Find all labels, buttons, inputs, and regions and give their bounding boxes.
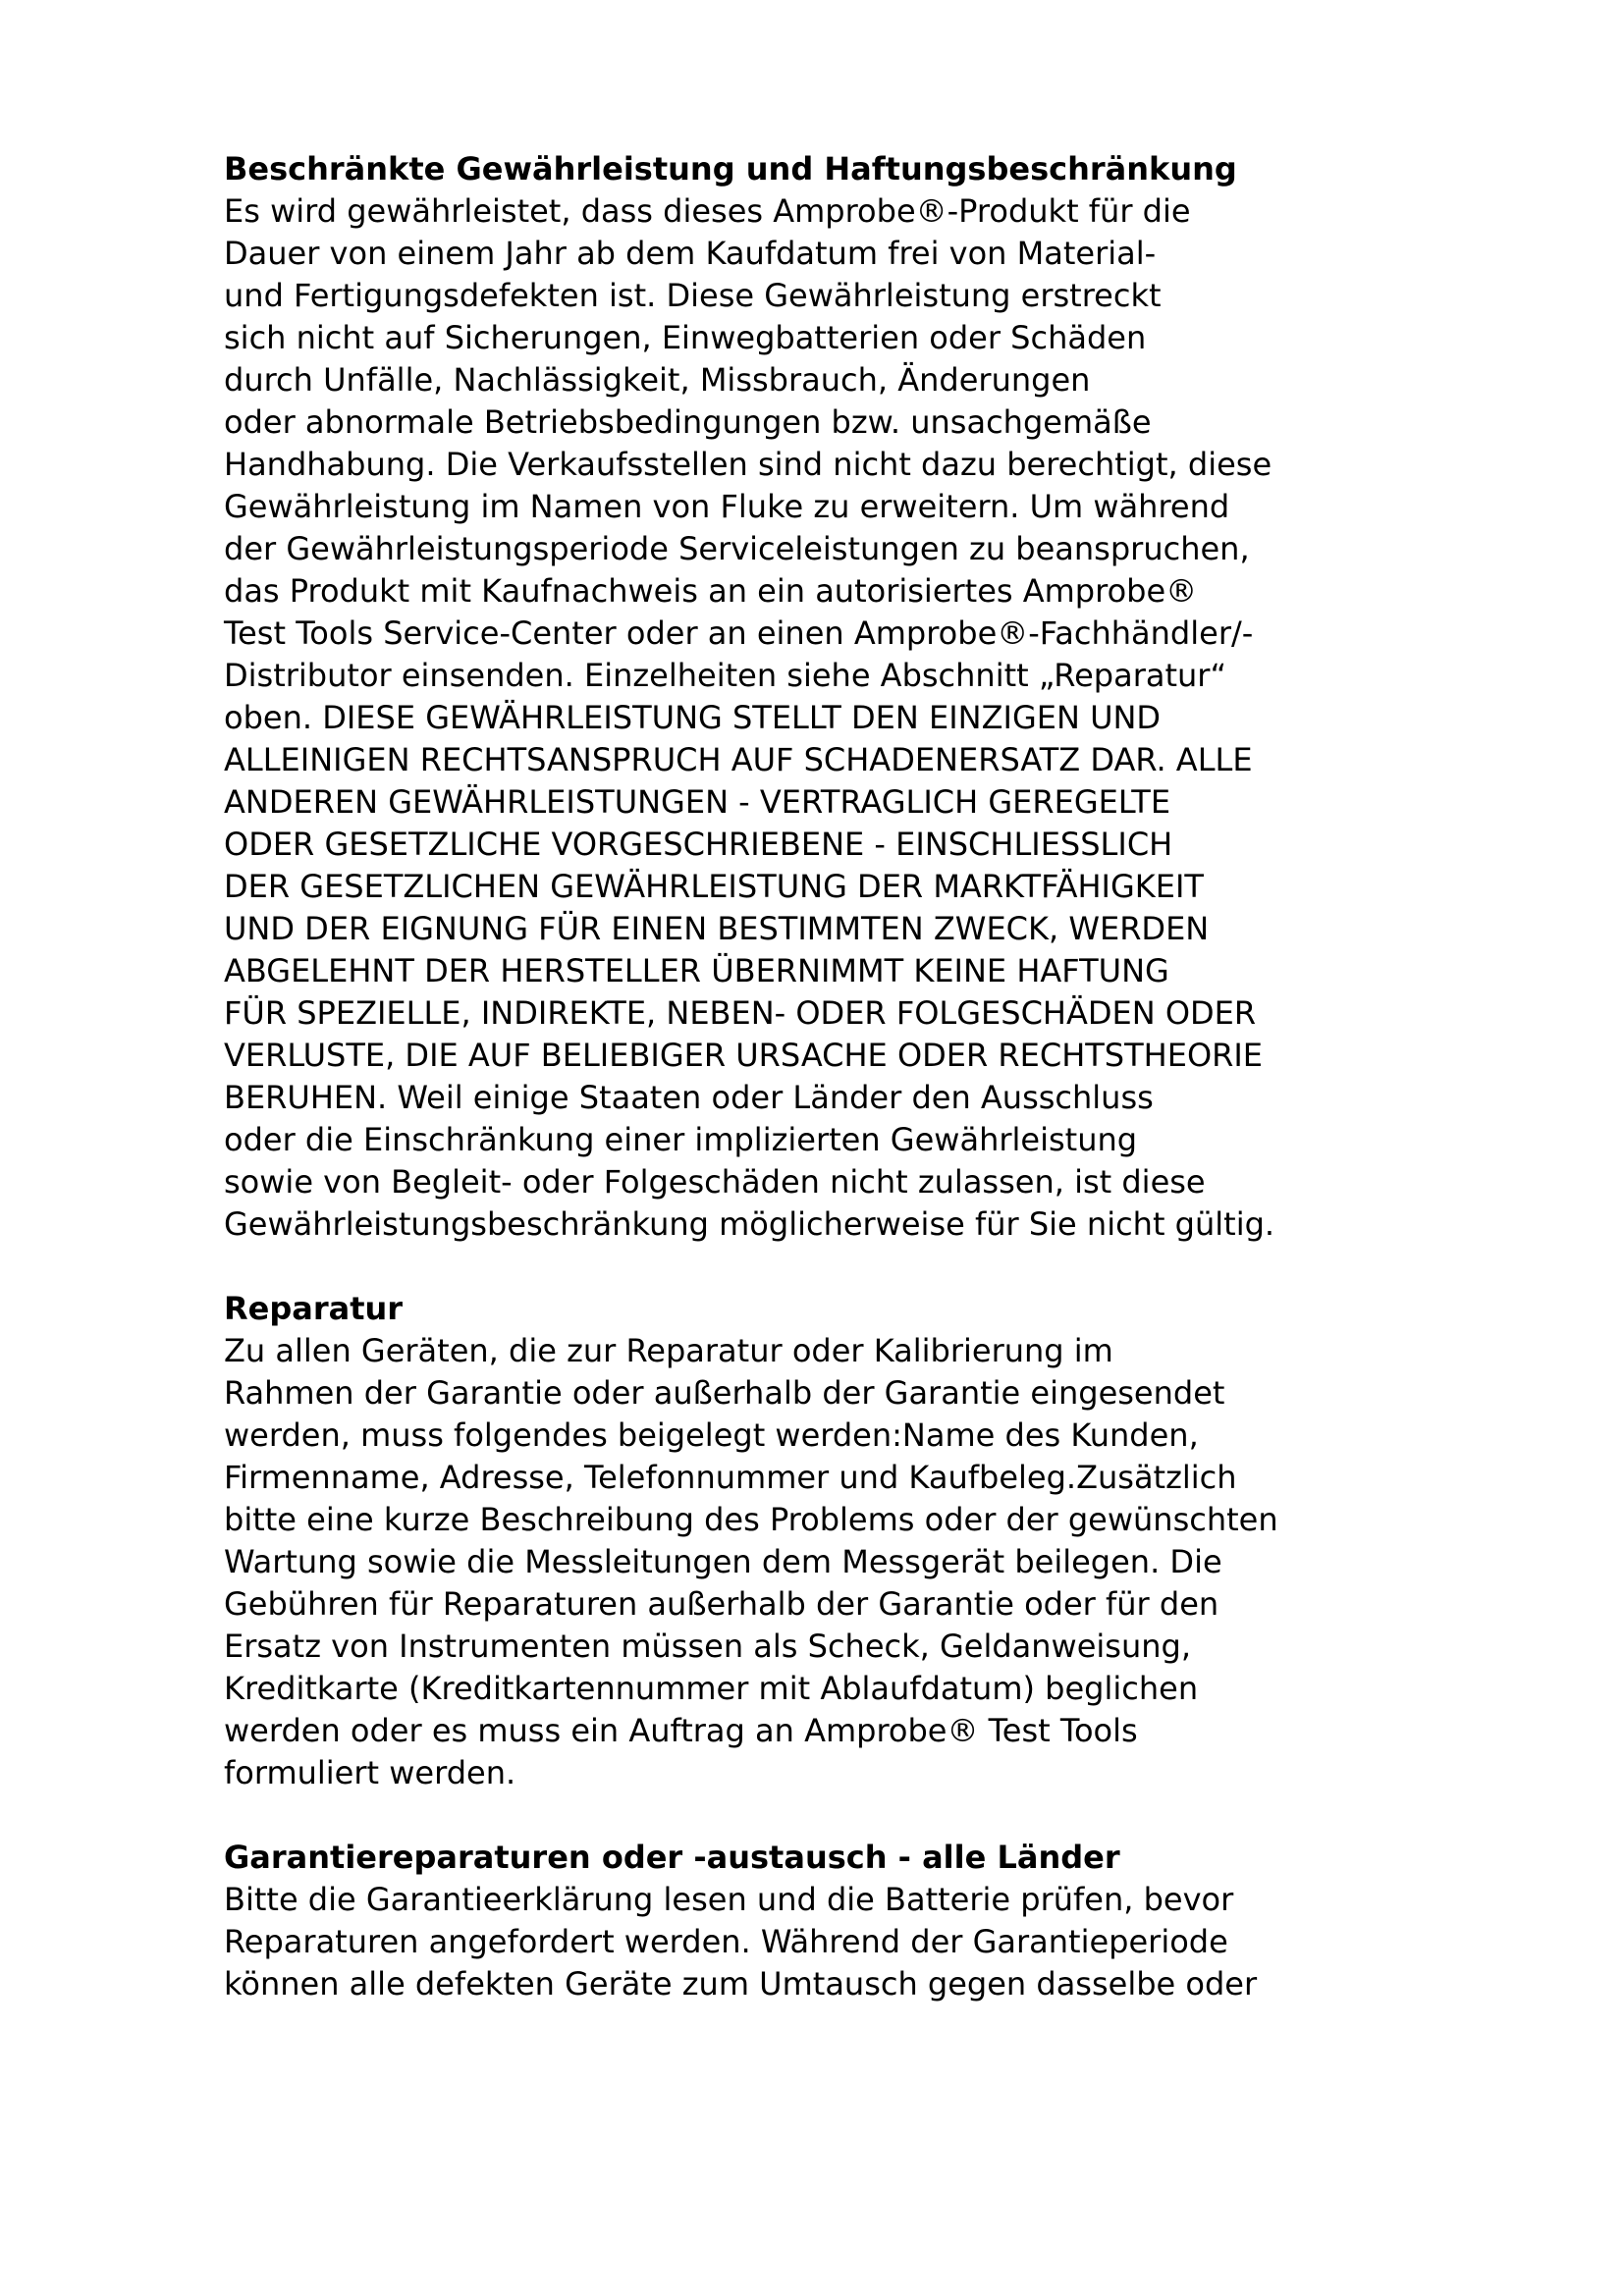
section-heading: Reparatur [224,1290,404,1327]
text-line: Distributor einsenden. Einzelheiten siehe Abschnitt „Reparatur“ [224,657,1227,694]
text-line: DER GESETZLICHEN GEWÄHRLEISTUNG DER MARKTFÄHIGKEIT [224,868,1204,905]
text-line: Reparaturen angefordert werden. Während der Garantieperiode [224,1923,1228,1960]
text-line: Gewährleistung im Namen von Fluke zu erweitern. Um während [224,488,1230,525]
section-heading: Beschränkte Gewährleistung und Haftungsbeschränkung [224,150,1237,187]
section-limited-warranty [224,147,1402,1246]
text-line: VERLUSTE, DIE AUF BELIEBIGER URSACHE ODER RECHTSTHEORIE [224,1037,1264,1074]
text-line: Gewährleistungsbeschränkung möglicherweise für Sie nicht gültig. [224,1205,1275,1243]
text-line: formuliert werden. [224,1754,516,1791]
text-line: Handhabung. Die Verkaufsstellen sind nicht dazu berechtigt, diese [224,446,1272,483]
text-line: ALLEINIGEN RECHTSANSPRUCH AUF SCHADENERSATZ DAR. ALLE [224,741,1253,778]
text-line: Test Tools Service-Center oder an einen Amprobe®-Fachhändler/- [224,614,1254,652]
text-line: ODER GESETZLICHE VORGESCHRIEBENE - EINSCHLIESSLICH [224,826,1173,863]
text-line: UND DER EIGNUNG FÜR EINEN BESTIMMTEN ZWECK, WERDEN [224,910,1210,947]
text-line: Dauer von einem Jahr ab dem Kaufdatum frei von Material- [224,235,1157,272]
text-line: Ersatz von Instrumenten müssen als Scheck, Geldanweisung, [224,1628,1192,1665]
text-line: Rahmen der Garantie oder außerhalb der Garantie eingesendet [224,1374,1225,1412]
text-line: BERUHEN. Weil einige Staaten oder Länder den Ausschluss [224,1079,1154,1116]
text-line: Wartung sowie die Messleitungen dem Messgerät beilegen. Die [224,1543,1222,1580]
text-line: Kreditkarte (Kreditkartennummer mit Ablaufdatum) beglichen [224,1670,1199,1707]
text-line: werden, muss folgendes beigelegt werden:Name des Kunden, [224,1416,1199,1454]
text-line: der Gewährleistungsperiode Serviceleistungen zu beanspruchen, [224,530,1250,567]
text-line: werden oder es muss ein Auftrag an Amprobe® Test Tools [224,1712,1138,1749]
text-line: das Produkt mit Kaufnachweis an ein autorisiertes Amprobe® [224,572,1198,610]
text-line: Zu allen Geräten, die zur Reparatur oder Kalibrierung im [224,1332,1113,1369]
section-body [224,1330,1402,1794]
document-page [224,147,1402,2005]
section-heading: Garantiereparaturen oder -austausch - alle Länder [224,1839,1120,1876]
section-body [224,190,1402,1246]
text-line: Gebühren für Reparaturen außerhalb der Garantie oder für den [224,1585,1219,1623]
text-line: bitte eine kurze Beschreibung des Problems oder der gewünschten [224,1501,1278,1538]
text-line: und Fertigungsdefekten ist. Diese Gewährleistung erstreckt [224,277,1162,314]
text-line: sowie von Begleit- oder Folgeschäden nicht zulassen, ist diese [224,1163,1206,1201]
text-line: ANDEREN GEWÄHRLEISTUNGEN - VERTRAGLICH GEREGELTE [224,783,1171,821]
section-warranty-repairs [224,1836,1402,2005]
text-line: FÜR SPEZIELLE, INDIREKTE, NEBEN- ODER FOLGESCHÄDEN ODER [224,994,1257,1032]
text-line: sich nicht auf Sicherungen, Einwegbatterien oder Schäden [224,319,1147,356]
text-line: Bitte die Garantieerklärung lesen und die Batterie prüfen, bevor [224,1881,1234,1918]
section-body [224,1879,1402,2005]
text-line: ABGELEHNT DER HERSTELLER ÜBERNIMMT KEINE HAFTUNG [224,952,1169,989]
section-repair [224,1287,1402,1794]
text-line: Firmenname, Adresse, Telefonnummer und Kaufbeleg.Zusätzlich [224,1459,1237,1496]
text-line: können alle defekten Geräte zum Umtausch gegen dasselbe oder [224,1965,1258,2002]
text-line: oben. DIESE GEWÄHRLEISTUNG STELLT DEN EINZIGEN UND [224,699,1162,736]
text-line: oder abnormale Betriebsbedingungen bzw. unsachgemäße [224,403,1152,441]
text-line: Es wird gewährleistet, dass dieses Amprobe®-Produkt für die [224,192,1191,230]
text-line: durch Unfälle, Nachlässigkeit, Missbrauch, Änderungen [224,361,1091,399]
text-line: oder die Einschränkung einer implizierten Gewährleistung [224,1121,1138,1158]
